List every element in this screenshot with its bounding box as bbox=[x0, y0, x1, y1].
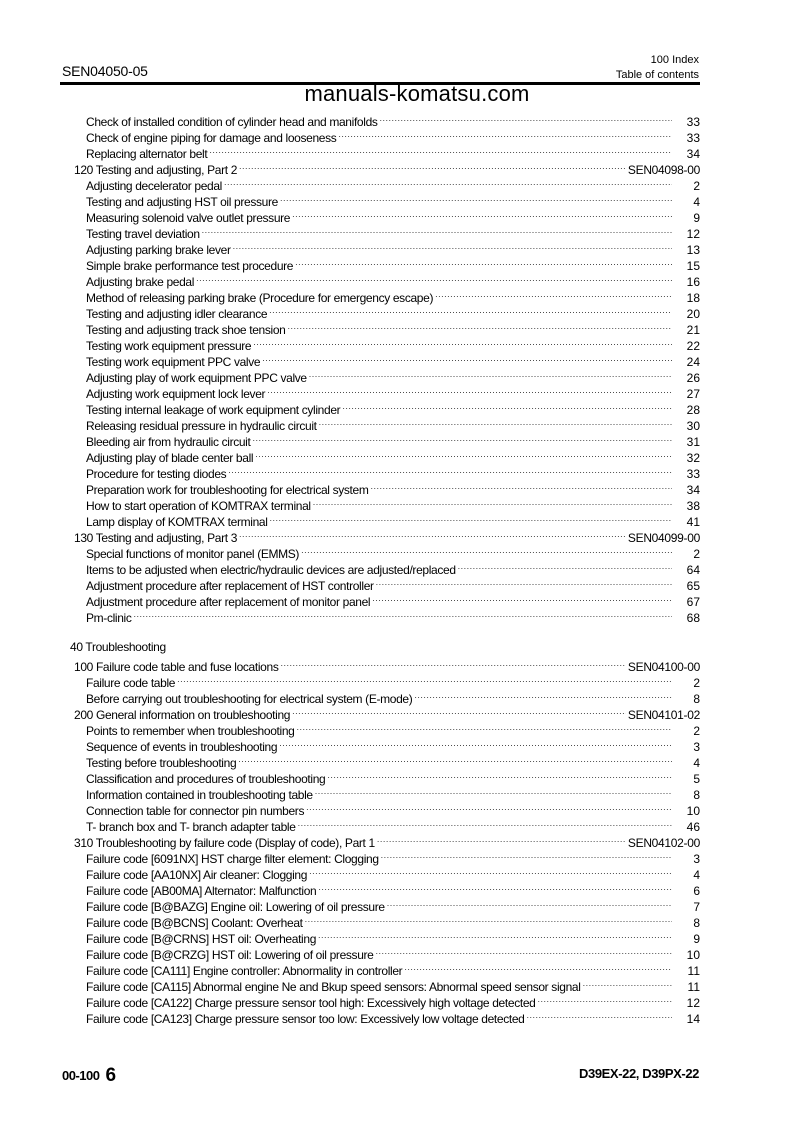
toc-entry-page: 41 bbox=[686, 515, 700, 529]
toc-entry-page: 33 bbox=[686, 467, 700, 481]
dot-leader bbox=[255, 446, 672, 462]
dot-leader bbox=[381, 847, 672, 863]
toc-entry-page: 9 bbox=[693, 932, 700, 946]
toc-entry-page: 32 bbox=[686, 451, 700, 465]
toc-entry-page: 34 bbox=[686, 483, 700, 497]
toc-entry-page: 4 bbox=[693, 868, 700, 882]
toc-entry-label: Failure code [B@CRNS] HST oil: Overheating bbox=[86, 932, 317, 946]
toc-entry-page: 20 bbox=[686, 307, 700, 321]
dot-leader bbox=[305, 911, 672, 927]
toc-entry-page: 34 bbox=[686, 147, 700, 161]
dot-leader bbox=[280, 655, 625, 671]
dot-leader bbox=[239, 158, 626, 174]
toc-entry-label: Special functions of monitor panel (EMMS) bbox=[86, 547, 300, 561]
toc-entry-page: 22 bbox=[686, 339, 700, 353]
section-name: 100 Index bbox=[650, 54, 699, 66]
toc-entry-page: 15 bbox=[686, 259, 700, 273]
toc-entry-page: 2 bbox=[693, 179, 700, 193]
dot-leader bbox=[262, 350, 672, 366]
toc-entry-label: Adjusting decelerator pedal bbox=[86, 179, 222, 193]
toc-entry-label: Points to remember when troubleshooting bbox=[86, 724, 295, 738]
dot-leader bbox=[269, 302, 672, 318]
toc-entry-label: Check of engine piping for damage and looseness bbox=[86, 131, 337, 145]
model-names: D39EX-22, D39PX-22 bbox=[579, 1066, 699, 1081]
dot-leader bbox=[376, 943, 673, 959]
toc-chapter[interactable] bbox=[70, 639, 700, 655]
toc-entry-label: Adjustment procedure after replacement of HST controller bbox=[86, 579, 374, 593]
toc-entry-label: Bleeding air from hydraulic circuit bbox=[86, 435, 251, 449]
dot-leader bbox=[527, 1007, 673, 1023]
toc-entry-label: Testing internal leakage of work equipment cylinder bbox=[86, 403, 341, 417]
toc-entry-label: How to start operation of KOMTRAX terminal bbox=[86, 499, 311, 513]
dot-leader bbox=[327, 767, 672, 783]
toc-entry-page: 8 bbox=[693, 692, 700, 706]
toc-entry-label: Simple brake performance test procedure bbox=[86, 259, 294, 273]
toc-entry-page: 33 bbox=[686, 131, 700, 145]
toc-entry[interactable] bbox=[70, 110, 700, 129]
toc-section-label: 120 Testing and adjusting, Part 2 bbox=[74, 163, 238, 177]
page-reference: 00-100 bbox=[62, 1068, 100, 1083]
toc-entry-page: 24 bbox=[686, 355, 700, 369]
document-code: SEN04050-05 bbox=[62, 63, 148, 79]
toc-section[interactable] bbox=[70, 655, 700, 674]
toc-entry-page: 16 bbox=[686, 275, 700, 289]
toc-section-label: 100 Failure code table and fuse locations bbox=[74, 660, 279, 674]
toc-entry-page: 7 bbox=[693, 900, 700, 914]
toc-entry-label: Failure code [CA111] Engine controller: Abnormality in controller bbox=[86, 964, 403, 978]
dot-leader bbox=[318, 879, 672, 895]
toc-entry-page: 10 bbox=[686, 804, 700, 818]
dot-leader bbox=[315, 783, 672, 799]
toc-entry-page: 11 bbox=[687, 980, 700, 994]
toc-entry-label: Adjusting play of work equipment PPC valve bbox=[86, 371, 307, 385]
toc-entry-page: 38 bbox=[686, 499, 700, 513]
toc-entry-page: 67 bbox=[686, 595, 700, 609]
dot-leader bbox=[295, 254, 672, 270]
dot-leader bbox=[376, 574, 672, 590]
toc-entry-label: Preparation work for troubleshooting for electrical system bbox=[86, 483, 369, 497]
dot-leader bbox=[458, 558, 672, 574]
toc-entry-label: Check of installed condition of cylinder head and manifolds bbox=[86, 115, 378, 129]
dot-leader bbox=[267, 382, 672, 398]
toc-entry-label: Failure code [AA10NX] Air cleaner: Clogging bbox=[86, 868, 308, 882]
toc-entry-page: 6 bbox=[693, 884, 700, 898]
dot-leader bbox=[313, 494, 672, 510]
page-number: 6 bbox=[105, 1065, 116, 1086]
dot-leader bbox=[371, 478, 672, 494]
toc-entry-page: 9 bbox=[693, 211, 700, 225]
toc-entry-label: Adjusting work equipment lock lever bbox=[86, 387, 266, 401]
dot-leader bbox=[309, 366, 672, 382]
toc-entry-label: Before carrying out troubleshooting for electrical system (E-mode) bbox=[86, 692, 413, 706]
toc-entry-label: Failure code [6091NX] HST charge filter element: Clogging bbox=[86, 852, 379, 866]
dot-leader bbox=[306, 799, 672, 815]
dot-leader bbox=[233, 238, 672, 254]
dot-leader bbox=[196, 270, 672, 286]
toc-entry-page: 12 bbox=[686, 227, 700, 241]
toc-entry-page: 4 bbox=[693, 195, 700, 209]
toc-entry-page: 11 bbox=[687, 964, 700, 978]
toc-section-code: SEN04101-02 bbox=[627, 708, 700, 722]
toc-entry-label: Releasing residual pressure in hydraulic circuit bbox=[86, 419, 317, 433]
watermark: manuals-komatsu.com bbox=[304, 81, 530, 106]
dot-leader bbox=[319, 414, 672, 430]
toc-entry-label: Classification and procedures of troubleshooting bbox=[86, 772, 326, 786]
toc-entry-label: Testing travel deviation bbox=[86, 227, 200, 241]
toc-entry-label: Items to be adjusted when electric/hydraulic devices are adjusted/replaced bbox=[86, 563, 456, 577]
toc-entry-page: 4 bbox=[693, 756, 700, 770]
dot-leader bbox=[414, 687, 672, 703]
toc-entry-page: 26 bbox=[686, 371, 700, 385]
dot-leader bbox=[177, 671, 672, 687]
dot-leader bbox=[134, 606, 672, 622]
toc-entry-label: Failure code [CA115] Abnormal engine Ne and Bkup speed sensors: Abnormal speed sensor signal bbox=[86, 980, 581, 994]
toc-entry-page: 33 bbox=[686, 115, 700, 129]
toc-section-label: 130 Testing and adjusting, Part 3 bbox=[74, 531, 238, 545]
dot-leader bbox=[298, 815, 672, 831]
toc-section-code: SEN04099-00 bbox=[627, 531, 700, 545]
toc-entry-label: Failure code [CA123] Charge pressure sensor too low: Excessively low voltage detected bbox=[86, 1012, 525, 1026]
dot-leader bbox=[372, 590, 672, 606]
toc-entry-page: 28 bbox=[686, 403, 700, 417]
dot-leader bbox=[292, 703, 626, 719]
toc-entry-label: Failure code [AB00MA] Alternator: Malfunction bbox=[86, 884, 317, 898]
toc-entry-label: Testing work equipment pressure bbox=[86, 339, 252, 353]
toc-entry-label: Procedure for testing diodes bbox=[86, 467, 227, 481]
toc-entry-page: 27 bbox=[686, 387, 700, 401]
toc-entry-label: Failure code table bbox=[86, 676, 176, 690]
toc-entry-page: 65 bbox=[686, 579, 700, 593]
toc-entry-label: Sequence of events in troubleshooting bbox=[86, 740, 278, 754]
toc-entry-page: 2 bbox=[693, 676, 700, 690]
toc-section-label: 310 Troubleshooting by failure code (Display of code), Part 1 bbox=[74, 836, 375, 850]
dot-leader bbox=[537, 991, 672, 1007]
dot-leader bbox=[583, 975, 672, 991]
dot-leader bbox=[380, 110, 672, 126]
toc-entry-label: Testing before troubleshooting bbox=[86, 756, 237, 770]
toc-entry-label: Adjusting parking brake lever bbox=[86, 243, 231, 257]
toc-entry-label: Adjusting brake pedal bbox=[86, 275, 195, 289]
toc-entry-label: Testing work equipment PPC valve bbox=[86, 355, 261, 369]
toc-entry-label: T- branch box and T- branch adapter table bbox=[86, 820, 296, 834]
toc-entry-page: 3 bbox=[693, 740, 700, 754]
toc-entry-page: 5 bbox=[693, 772, 700, 786]
dot-leader bbox=[202, 222, 672, 238]
toc-section-label: 200 General information on troubleshooting bbox=[74, 708, 291, 722]
toc-entry-label: Adjusting play of blade center ball bbox=[86, 451, 254, 465]
toc-entry-label: Testing and adjusting HST oil pressure bbox=[86, 195, 278, 209]
toc-entry-label: Connection table for connector pin numbers bbox=[86, 804, 305, 818]
toc-section-code: SEN04102-00 bbox=[627, 836, 700, 850]
toc-section-code: SEN04098-00 bbox=[627, 163, 700, 177]
dot-leader bbox=[435, 286, 672, 302]
toc-entry-page: 14 bbox=[686, 1012, 700, 1026]
dot-leader bbox=[238, 751, 672, 767]
toc-entry-page: 2 bbox=[693, 547, 700, 561]
dot-leader bbox=[404, 959, 672, 975]
toc-entry-label: Measuring solenoid valve outlet pressure bbox=[86, 211, 291, 225]
toc-entry-label: Replacing alternator belt bbox=[86, 147, 208, 161]
dot-leader bbox=[309, 863, 672, 879]
toc-entry-page: 2 bbox=[693, 724, 700, 738]
dot-leader bbox=[342, 398, 672, 414]
toc-entry-page: 8 bbox=[693, 916, 700, 930]
toc-entry-page: 12 bbox=[686, 996, 700, 1010]
toc-entry-page: 10 bbox=[686, 948, 700, 962]
toc-entry-label: Testing and adjusting idler clearance bbox=[86, 307, 268, 321]
dot-leader bbox=[279, 735, 672, 751]
subsection-name: Table of contents bbox=[615, 69, 699, 81]
toc-entry[interactable] bbox=[70, 606, 700, 625]
dot-leader bbox=[228, 462, 672, 478]
toc-entry-page: 18 bbox=[686, 291, 700, 305]
dot-leader bbox=[292, 206, 672, 222]
dot-leader bbox=[253, 430, 673, 446]
dot-leader bbox=[387, 895, 672, 911]
dot-leader bbox=[239, 526, 626, 542]
toc-entry-page: 46 bbox=[686, 820, 700, 834]
dot-leader bbox=[338, 126, 672, 142]
toc-entry-label: Failure code [B@BAZG] Engine oil: Lowering of oil pressure bbox=[86, 900, 385, 914]
dot-leader bbox=[270, 510, 672, 526]
dot-leader bbox=[209, 142, 672, 158]
section-title bbox=[616, 53, 699, 83]
dot-leader bbox=[318, 927, 672, 943]
toc-entry-page: 31 bbox=[686, 435, 700, 449]
dot-leader bbox=[287, 318, 672, 334]
dot-leader bbox=[280, 190, 672, 206]
toc-entry-label: Lamp display of KOMTRAX terminal bbox=[86, 515, 268, 529]
toc-entry-label: Failure code [CA122] Charge pressure sensor tool high: Excessively high voltage detected bbox=[86, 996, 536, 1010]
dot-leader bbox=[301, 542, 672, 558]
toc-entry-page: 3 bbox=[693, 852, 700, 866]
dot-leader bbox=[296, 719, 672, 735]
toc-entry-label: Failure code [B@CRZG] HST oil: Lowering of oil pressure bbox=[86, 948, 374, 962]
page-footer-ref bbox=[62, 1064, 116, 1086]
toc-entry-label: Testing and adjusting track shoe tension bbox=[86, 323, 286, 337]
dot-leader bbox=[224, 174, 672, 190]
toc-chapter-label: 40 Troubleshooting bbox=[70, 640, 166, 654]
toc-entry-page: 13 bbox=[686, 243, 700, 257]
toc-entry-page: 30 bbox=[686, 419, 700, 433]
table-of-contents bbox=[70, 110, 700, 1026]
toc-entry-label: Method of releasing parking brake (Procedure for emergency escape) bbox=[86, 291, 434, 305]
toc-entry-page: 8 bbox=[693, 788, 700, 802]
toc-section-code: SEN04100-00 bbox=[627, 660, 700, 674]
dot-leader bbox=[253, 334, 672, 350]
toc-entry-label: Information contained in troubleshooting table bbox=[86, 788, 313, 802]
toc-entry-label: Pm-clinic bbox=[86, 611, 132, 625]
toc-entry-label: Failure code [B@BCNS] Coolant: Overheat bbox=[86, 916, 303, 930]
dot-leader bbox=[377, 831, 626, 847]
toc-entry-page: 64 bbox=[686, 563, 700, 577]
toc-entry-page: 21 bbox=[686, 323, 700, 337]
toc-entry-page: 68 bbox=[686, 611, 700, 625]
toc-entry-label: Adjustment procedure after replacement of monitor panel bbox=[86, 595, 371, 609]
